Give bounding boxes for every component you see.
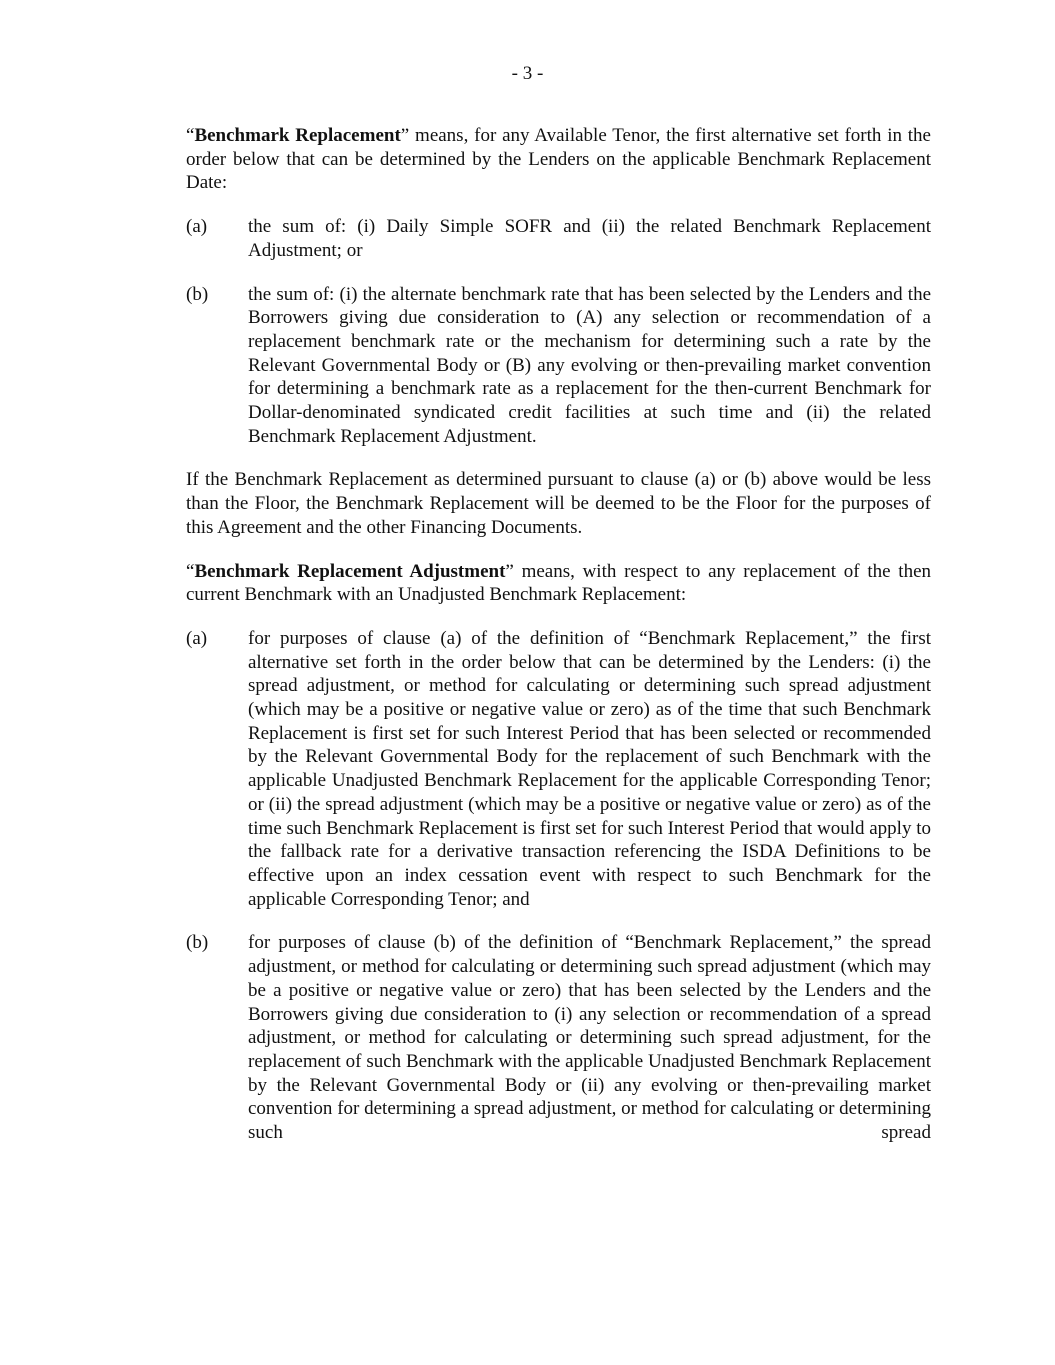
defined-term: Benchmark Replacement Adjustment <box>194 560 506 582</box>
clause-label: (a) <box>186 627 208 649</box>
page-content <box>186 124 931 1165</box>
clause-item <box>186 627 931 911</box>
clause-label: (b) <box>186 283 209 305</box>
clause-text: for purposes of clause (a) of the definition of “Benchmark Replacement,” the first alternative set forth in the order below that can be determined by the Lenders: (i) the spread adjustment, or method for calculating or determining such spread adjustment (which may be a positive or negative value or zero) as of the time that such Benchmark Replacement is first set for such Interest Period that has been selected or recommended by the Relevant Governmental Body for the replacement of such Benchmark with the applicable Unadjusted Benchmark Replacement for the applicable Corresponding Tenor; or (ii) the spread adjustment (which may be a positive or negative value or zero) as of the time such Benchmark Replacement is first set for such Interest Period that would apply to the fallback rate for a derivative transaction referencing the ISDA Definitions to be effective upon an index cessation event with respect to such Benchmark for the applicable Corresponding Tenor; and <box>248 627 931 910</box>
clause-text: the sum of: (i) Daily Simple SOFR and (ii) the related Benchmark Replacement Adjustment; or <box>248 216 931 261</box>
definition-intro: means, for any Available Tenor, the first alternative set forth in the order below that can be determined by the Lenders on the applicable Benchmark Replacement Date: <box>186 125 931 194</box>
clause-item <box>186 931 931 1144</box>
clause-item <box>186 215 931 262</box>
clause-text: the sum of: (i) the alternate benchmark rate that has been selected by the Lenders and the Borrowers giving due consideration to (A) any selection or recommendation of a replacement benchmark rate or the mechanism for determining such a rate by the Relevant Governmental Body or (B) any evolving or then-prevailing market convention for determining a benchmark rate as a replacement for the then-current Benchmark for Dollar-denominated syndicated credit facilities at such time and (ii) the related Benchmark Replacement Adjustment. <box>248 283 931 447</box>
definition-benchmark-replacement <box>186 124 931 195</box>
definition-intro: means, with respect to any replacement of the then current Benchmark with an Unadjusted Benchmark Replacement: <box>186 560 932 606</box>
page-number: - 3 - <box>511 63 544 84</box>
defined-term: Benchmark Replacement <box>194 125 401 146</box>
clause-label: (a) <box>186 216 208 238</box>
clause-label: (b) <box>186 932 209 954</box>
clause-item <box>186 283 931 449</box>
definition-benchmark-replacement-adjustment <box>186 560 931 607</box>
floor-paragraph: If the Benchmark Replacement as determined pursuant to clause (a) or (b) above would be less than the Floor, the Benchmark Replacement will be deemed to be the Floor for the purposes of this Agreement and the other Financing Documents. <box>186 469 931 538</box>
clause-text: for purposes of clause (b) of the definition of “Benchmark Replacement,” the spread adjustment, or method for calculating or determining such spread adjustment (which may be a positive or negative value or zero) that has been selected by the Lenders and the Borrowers giving due consideration to (i) any selection or recommendation of a spread adjustment, or method for calculating or determining such spread adjustment, for the replacement of such Benchmark with the applicable Unadjusted Benchmark Replacement by the Relevant Governmental Body or (ii) any evolving or then-prevailing market convention for determining a spread adjustment, or method for calculating or determining such spread <box>248 932 931 1144</box>
close-quote: ” <box>400 125 410 146</box>
open-quote: “ <box>186 125 195 146</box>
open-quote: “ <box>186 560 195 582</box>
close-quote: ” <box>505 560 514 582</box>
